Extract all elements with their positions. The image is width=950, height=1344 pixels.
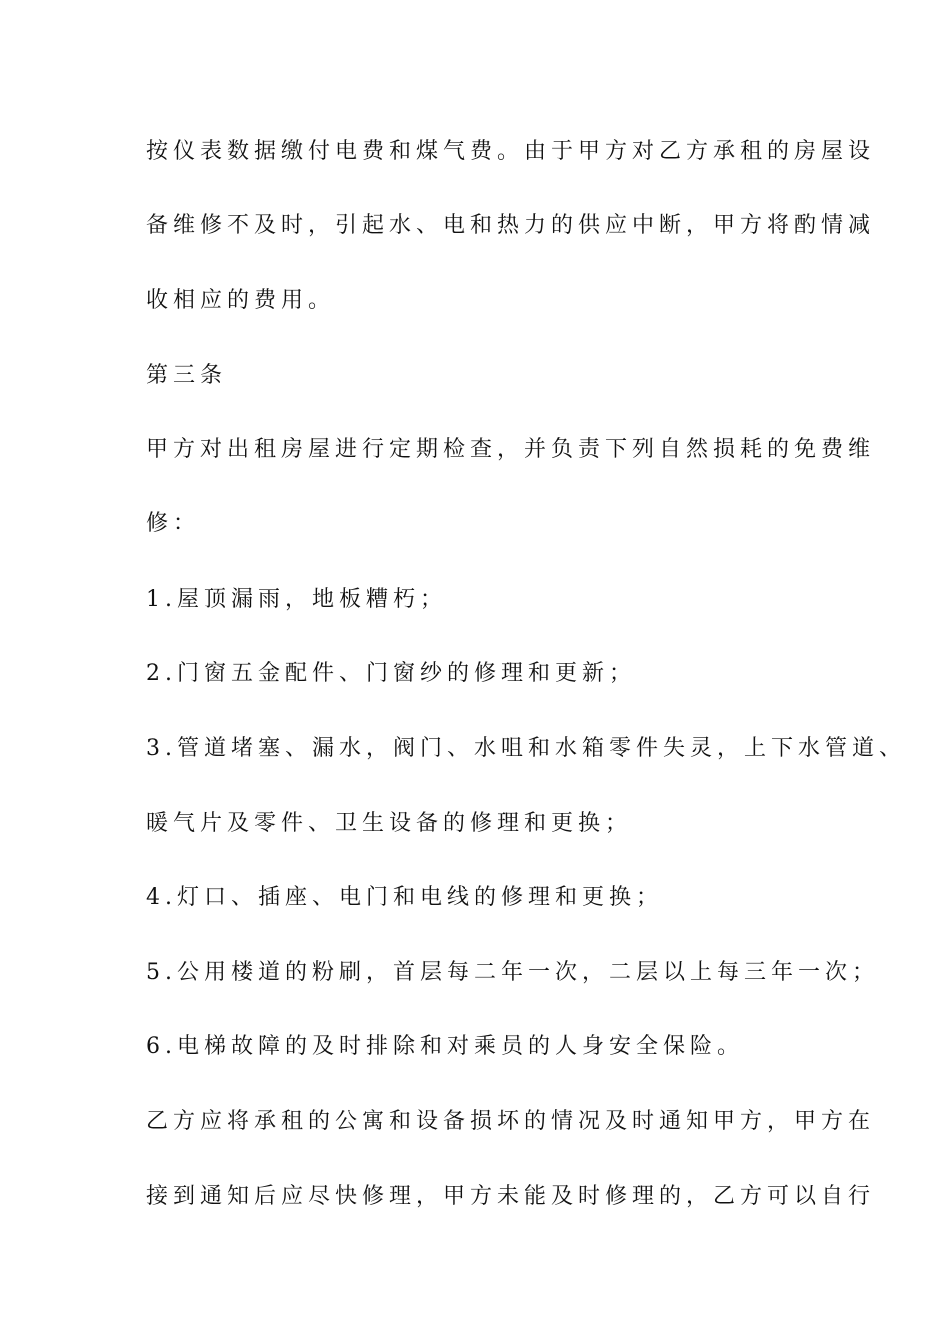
list-item: 4.灯口、插座、电门和电线的修理和更换； — [146, 885, 663, 910]
paragraph-line: 接到通知后应尽快修理，甲方未能及时修理的，乙方可以自行 — [146, 1184, 876, 1209]
paragraph-line: 按仪表数据缴付电费和煤气费。由于甲方对乙方承租的房屋设 — [146, 139, 876, 164]
article-heading: 第三条 — [146, 363, 228, 388]
list-item-continuation: 暖气片及零件、卫生设备的修理和更换； — [146, 811, 633, 836]
paragraph-line: 甲方对出租房屋进行定期检查，并负责下列自然损耗的免费维 — [146, 437, 876, 462]
list-item: 6.电梯故障的及时排除和对乘员的人身安全保险。 — [146, 1034, 744, 1059]
paragraph-line: 修： — [146, 511, 201, 536]
list-item: 5.公用楼道的粉刷，首层每二年一次，二层以上每三年一次； — [146, 960, 879, 985]
list-item: 1.屋顶漏雨，地板糟朽； — [146, 587, 447, 612]
paragraph-line: 备维修不及时，引起水、电和热力的供应中断，甲方将酌情减 — [146, 213, 876, 238]
paragraph-line: 收相应的费用。 — [146, 288, 336, 313]
paragraph-line: 乙方应将承租的公寓和设备损坏的情况及时通知甲方，甲方在 — [146, 1109, 876, 1134]
list-item: 2.门窗五金配件、门窗纱的修理和更新； — [146, 661, 636, 686]
list-item: 3.管道堵塞、漏水，阀门、水咀和水箱零件失灵，上下水管道、 — [146, 736, 906, 761]
